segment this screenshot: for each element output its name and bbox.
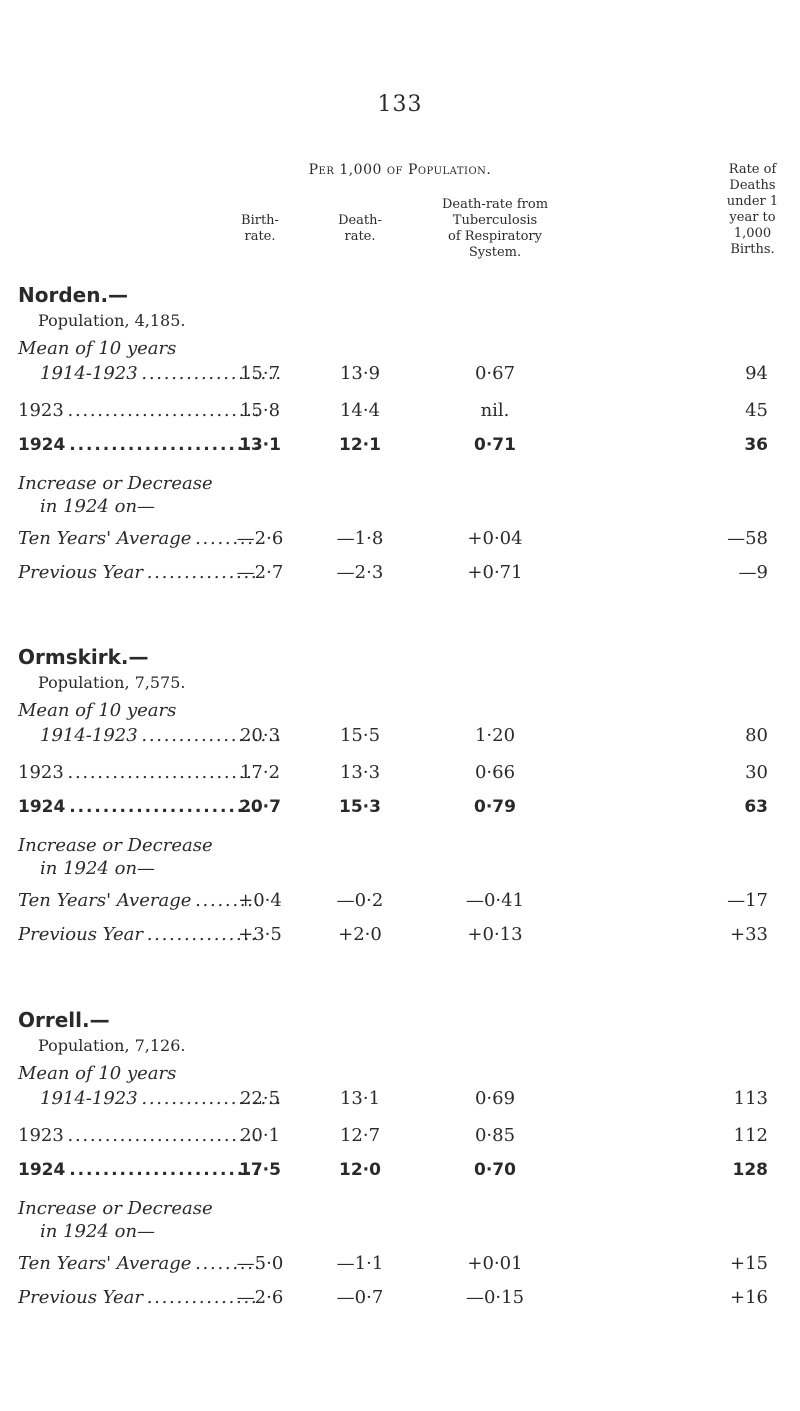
cell-tb: 0·79 (474, 797, 516, 817)
cell-infant: +16 (730, 1287, 768, 1308)
mean-label: Mean of 10 years (18, 700, 177, 721)
population: Population, 4,185. (38, 311, 186, 330)
row-label: 1923 . . . (18, 400, 258, 421)
row-mean (0, 725, 800, 753)
row-previous (0, 1287, 800, 1315)
cell-infant: 63 (744, 797, 768, 817)
cell-birth: 15·7 (239, 363, 281, 384)
town-name: Norden.— (18, 283, 129, 307)
cell-birth: +3·5 (238, 924, 282, 945)
change-sub: in 1924 on— (40, 496, 156, 517)
cell-tb: 0·69 (474, 1088, 516, 1109)
cell-birth: 15·8 (239, 400, 281, 421)
cell-death: +2·0 (338, 924, 382, 945)
row-label: 1923 . . . (18, 762, 258, 783)
cell-tb: 0·66 (474, 762, 516, 783)
cell-infant: —9 (738, 562, 768, 583)
cell-infant: 112 (733, 1125, 768, 1146)
change-sub: in 1924 on— (40, 1221, 156, 1242)
cell-infant: +33 (730, 924, 768, 945)
row-1924 (0, 1160, 800, 1188)
page-number: 133 (377, 92, 423, 117)
row-label: Ten Years' Average . . . (18, 890, 258, 911)
cell-death: 13·1 (339, 1088, 381, 1109)
cell-infant: 36 (744, 435, 768, 455)
row-ten-year (0, 890, 800, 918)
row-label: 1924 . . . (18, 435, 258, 455)
cell-death: —0·2 (336, 890, 384, 911)
cell-death: —0·7 (336, 1287, 384, 1308)
cell-birth: 20·3 (239, 725, 281, 746)
cell-infant: 113 (733, 1088, 768, 1109)
change-sub: in 1924 on— (40, 858, 156, 879)
row-label: 1914-1923 . . . (18, 363, 280, 384)
header-tb-rate: Death-rate from Tuberculosis of Respiratory System. (441, 197, 549, 260)
cell-tb: +0·13 (467, 924, 523, 945)
cell-death: 15·5 (339, 725, 381, 746)
cell-infant: 30 (745, 762, 768, 783)
change-label: Increase or Decrease (18, 835, 213, 856)
mean-label: Mean of 10 years (18, 1063, 177, 1084)
cell-tb: —0·41 (465, 890, 525, 911)
row-ten-year (0, 528, 800, 556)
cell-infant: 45 (745, 400, 768, 421)
cell-death: —1·8 (336, 528, 384, 549)
row-previous (0, 924, 800, 952)
row-label: Previous Year . . . (18, 562, 258, 583)
cell-tb: +0·01 (467, 1253, 523, 1274)
row-label: Previous Year . . . (18, 1287, 258, 1308)
cell-death: 13·9 (339, 363, 381, 384)
cell-birth: —2·6 (236, 528, 284, 549)
row-ten-year (0, 1253, 800, 1281)
change-label: Increase or Decrease (18, 1198, 213, 1219)
cell-birth: 17·5 (239, 1160, 281, 1180)
cell-birth: +0·4 (238, 890, 282, 911)
cell-birth: —5·0 (236, 1253, 284, 1274)
cell-birth: 13·1 (239, 435, 281, 455)
cell-tb: nil. (480, 400, 510, 421)
cell-infant: —58 (727, 528, 768, 549)
row-1923 (0, 762, 800, 790)
cell-infant: 80 (745, 725, 768, 746)
cell-infant: —17 (727, 890, 768, 911)
cell-death: —2·3 (336, 562, 384, 583)
cell-infant: 94 (745, 363, 768, 384)
row-1924 (0, 797, 800, 825)
cell-birth: 20·7 (239, 797, 281, 817)
header-death-rate: Death- rate. (338, 213, 382, 244)
cell-tb: 0·67 (474, 363, 516, 384)
cell-death: 12·0 (339, 1160, 381, 1180)
row-mean (0, 363, 800, 391)
row-label: Ten Years' Average . . . (18, 1253, 258, 1274)
cell-birth: 22·5 (239, 1088, 281, 1109)
row-1923 (0, 400, 800, 428)
cell-death: 12·1 (339, 435, 381, 455)
cell-birth: 20·1 (239, 1125, 281, 1146)
cell-death: 13·3 (339, 762, 381, 783)
cell-birth: —2·7 (236, 562, 284, 583)
row-label: 1924 . . . (18, 1160, 258, 1180)
population: Population, 7,575. (38, 673, 186, 692)
row-1924 (0, 435, 800, 463)
population: Population, 7,126. (38, 1036, 186, 1055)
cell-death: 12·7 (339, 1125, 381, 1146)
cell-tb: 0·71 (474, 435, 516, 455)
cell-birth: 17·2 (239, 762, 281, 783)
cell-tb: 0·70 (474, 1160, 516, 1180)
town-name: Ormskirk.— (18, 645, 149, 669)
cell-tb: 0·85 (474, 1125, 516, 1146)
row-label: 1914-1923 . . . (18, 725, 280, 746)
cell-death: 15·3 (339, 797, 381, 817)
cell-death: —1·1 (336, 1253, 384, 1274)
row-label: Ten Years' Average . . . (18, 528, 258, 549)
row-previous (0, 562, 800, 590)
header-group: Per 1,000 of Population. (308, 162, 492, 178)
cell-birth: —2·6 (236, 1287, 284, 1308)
row-1923 (0, 1125, 800, 1153)
town-name: Orrell.— (18, 1008, 110, 1032)
row-label: 1914-1923 . . . (18, 1088, 280, 1109)
header-birth-rate: Birth- rate. (241, 213, 279, 244)
row-label: Previous Year . . . (18, 924, 258, 945)
cell-infant: 128 (732, 1160, 768, 1180)
change-label: Increase or Decrease (18, 473, 213, 494)
cell-death: 14·4 (339, 400, 381, 421)
cell-tb: 1·20 (474, 725, 516, 746)
row-mean (0, 1088, 800, 1116)
cell-tb: —0·15 (465, 1287, 525, 1308)
cell-infant: +15 (730, 1253, 768, 1274)
row-label: 1924 . . . (18, 797, 258, 817)
cell-tb: +0·04 (467, 528, 523, 549)
cell-tb: +0·71 (467, 562, 523, 583)
row-label: 1923 . . . (18, 1125, 258, 1146)
mean-label: Mean of 10 years (18, 338, 177, 359)
header-infant-rate: Rate of Deaths under 1 year to 1,000 Births. (726, 162, 779, 257)
